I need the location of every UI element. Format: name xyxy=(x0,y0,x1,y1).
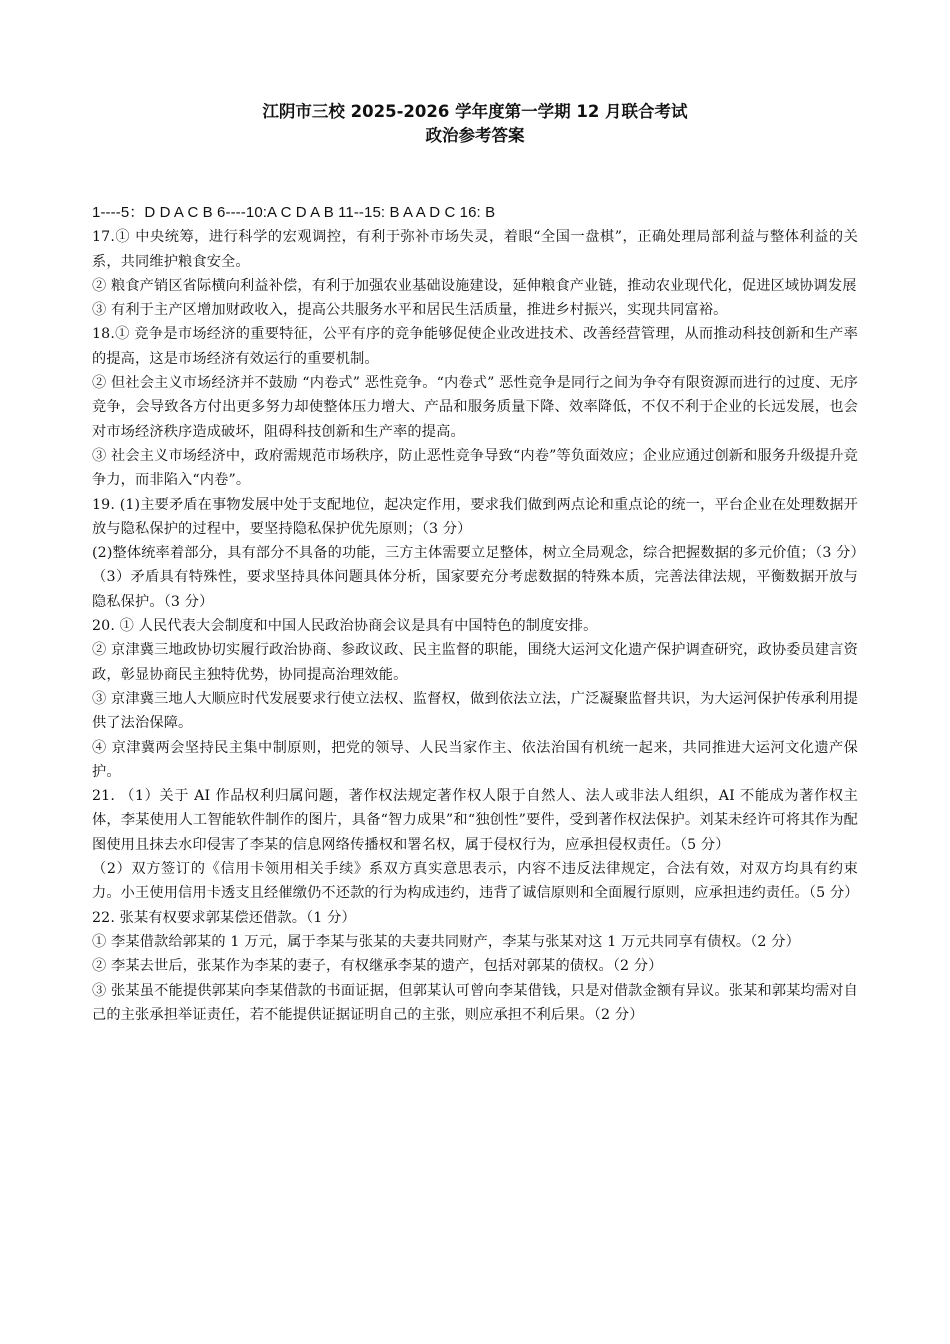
q22-point-3: ③ 张某虽不能提供郭某向李某借款的书面证据，但郭某认可曾向李某借钱，只是对借款金额有异议。张某和郭某均需对自己的主张承担举证责任，若不能提供证据证明自己的主张，则应承担不利后果。（2 分） xyxy=(92,982,858,1023)
q18-point-2: ② 但社会主义市场经济并不鼓励 “内卷式” 恶性竞争。“内卷式” 恶性竞争是同行之间为争夺有限资源而进行的过度、无序竞争，会导致各方付出更多努力却使整体压力增大、产品和服务质量下降、效率降低，不仅不利于企业的长远发展，也会对市场经济秩序造成破坏，阻碍科技创新和生产率的提高。 xyxy=(92,375,858,440)
q17-point-1: 17.① 中央统筹，进行科学的宏观调控，有利于弥补市场失灵，着眼“全国一盘棋”，正确处理局部利益与整体利益的关系，共同维护粮食安全。 xyxy=(92,229,858,270)
q22-point-1: ① 李某借款给郭某的 1 万元，属于李某与张某的夫妻共同财产，李某与张某对这 1 万元共同享有债权。（2 分） xyxy=(92,933,800,950)
q19-part-3: （3）矛盾具有特殊性，要求坚持具体问题具体分析，国家要充分考虑数据的特殊本质，完善法律法规，平衡数据开放与隐私保护。（3 分） xyxy=(92,569,858,610)
q17-point-2: ② 粮食产销区省际横向利益补偿，有利于加强农业基础设施建设，延伸粮食产业链，推动农业现代化，促进区域协调发展 xyxy=(92,277,857,294)
q20-point-3: ③ 京津冀三地人大顺应时代发展要求行使立法权、监督权，做到依法立法，广泛凝聚监督共识，为大运河保护传承利用提供了法治保障。 xyxy=(92,690,858,732)
q20-point-4: ④ 京津冀两会坚持民主集中制原则，把党的领导、人民当家作主、依法治国有机统一起来，共同推进大运河文化遗产保护。 xyxy=(92,739,858,780)
q21-part-2: （2）双方签订的《信用卡领用相关手续》系双方真实意思表示，内容不违反法律规定，合法有效，对双方均具有约束力。小王使用信用卡透支且经催缴仍不还款的行为构成违约，违背了诚信原则和全面履行原则，应承担违约责任。（5 分） xyxy=(92,861,859,902)
q19-part-1: 19. (1)主要矛盾在事物发展中处于支配地位，起决定作用，要求我们做到两点论和重点论的统一，平台企业在处理数据开放与隐私保护的过程中，要坚持隐私保护优先原则；（3 分） xyxy=(92,496,858,537)
q19-part-2: (2)整体统率着部分，具有部分不具备的功能，三方主体需要立足整体，树立全局观念，综合把握数据的多元价值；（3 分） xyxy=(92,545,865,562)
document-title: 江阴市三校 2025-2026 学年度第一学期 12 月联合考试 xyxy=(262,102,688,121)
document-subtitle: 政治参考答案 xyxy=(425,126,525,145)
q22-conclusion: 22. 张某有权要求郭某偿还借款。（1 分） xyxy=(92,909,356,926)
q20-point-1: 20. ① 人民代表大会制度和中国人民政治协商会议是具有中国特色的制度安排。 xyxy=(92,618,598,635)
q18-point-1: 18.① 竞争是市场经济的重要特征，公平有序的竞争能够促使企业改进技术、改善经营管理，从而推动科技创新和生产率的提高，这是市场经济有效运行的重要机制。 xyxy=(92,326,858,367)
q17-point-3: ③ 有利于主产区增加财政收入，提高公共服务水平和居民生活质量，推进乡村振兴，实现共同富裕。 xyxy=(92,302,728,319)
q18-point-3: ③ 社会主义市场经济中，政府需规范市场秩序，防止恶性竞争导致“内卷”等负面效应；企业应通过创新和服务升级提升竞争力，而非陷入“内卷”。 xyxy=(92,447,858,489)
answer-body xyxy=(92,201,865,1027)
multiple-choice-answers: 1----5：D D A C B 6----10:A C D A B 11--15: B A A D C 16: B xyxy=(92,204,496,221)
q22-point-2: ② 李某去世后，张某作为李某的妻子，有权继承李某的遗产，包括对郭某的债权。（2 分） xyxy=(92,958,663,975)
q21-part-1: 21. （1）关于 AI 作品权利归属问题，著作权法规定著作权人限于自然人、法人或非法人组织，AI 不能成为著作权主体，李某使用人工智能软件制作的图片，具备“智力成果”和“独创性”要件，受到著作权法保护。刘某未经许可将其作为配图使用且抹去水印侵害了李某的信息网络传播权和署名权，属于侵权行为，应承担侵权责任。（5 分） xyxy=(92,788,858,853)
q20-point-2: ② 京津冀三地政协切实履行政治协商、参政议政、民主监督的职能，围绕大运河文化遗产保护调查研究，政协委员建言资政，彰显协商民主独特优势，协同提高治理效能。 xyxy=(92,642,858,683)
